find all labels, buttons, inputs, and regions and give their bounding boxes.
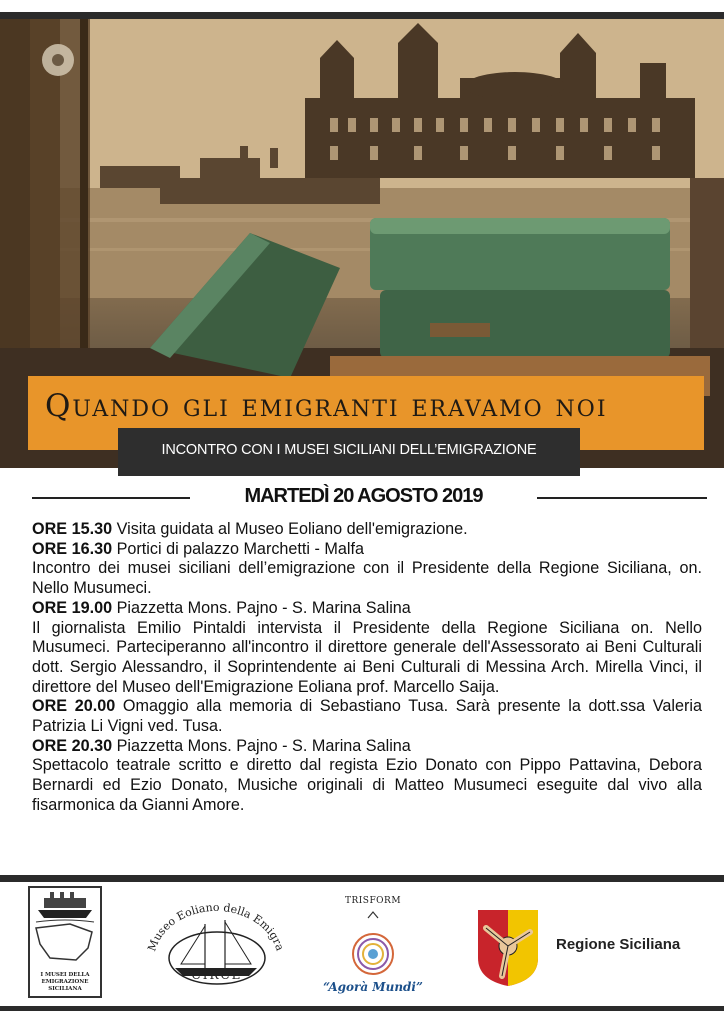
museo-eoliano-logo (145, 890, 285, 990)
regione-siciliana-emblem (476, 908, 540, 988)
program-time: ORE 20.30 (32, 736, 113, 755)
program-text: Visita guidata al Museo Eoliano dell'emigrazione. (112, 520, 468, 538)
page-subtitle: INCONTRO CON I MUSEI SICILIANI DELL’EMIGRAZIONE (161, 442, 537, 458)
sicily-ship-icon (30, 888, 100, 970)
footer-divider (0, 875, 724, 882)
eoliano-arc-text: Museo Eoliano della Emigr (145, 900, 284, 953)
program-item (32, 520, 702, 540)
agora-mundi-logo (318, 896, 428, 996)
program-text: Omaggio alla memoria di Sebastiano Tusa. Sarà presente la dott.ssa Valeria Patrizia Li Vigni ved. Tusa. (32, 697, 702, 736)
svg-text:Museo Eoliano della Emigrazion (145, 890, 285, 953)
program-item (32, 737, 702, 757)
top-divider (0, 12, 724, 19)
program-text: Spettacolo teatrale scritto e diretto dal regista Ezio Donato con Pippo Pattavina, Debora Bernardi ed Ezio Donato, Musiche originali di Matteo Musumeci eseguite dal vivo alla fisarmonica da Gianni Amore. (32, 756, 702, 814)
program-item (32, 599, 702, 619)
program-time: ORE 16.30 (32, 539, 113, 558)
agora-label: “Agorà Mundi” (323, 980, 423, 994)
program-text: Il giornalista Emilio Pintaldi intervista il Presidente della Regione Siciliana on. Nello Musumeci. Parteciperanno all'incontro il direttore generale dell'Assessorato ai Beni Culturali dott. Sergio Alessandro, il Soprintendente ai Beni Culturali di Messina Arch. Mirella Vinci, il direttore del Museo dell'Emigrazione Eoliana prof. Marcello Saija. (32, 618, 702, 696)
musei-line1: I MUSEI DELLA (40, 972, 90, 978)
trinacria-shield-icon (476, 908, 540, 988)
date-rule-right (537, 497, 707, 499)
date-rule-left (32, 497, 190, 499)
circe-label: CIRCE (191, 968, 243, 982)
event-date: MARTEDÌ 20 AGOSTO 2019 (244, 485, 483, 507)
program-text: Portici di palazzo Marchetti - Malfa (112, 539, 364, 558)
trisform-label: TRISFORM (344, 896, 402, 906)
program-item (32, 756, 702, 815)
program-text: Incontro dei musei siciliani dell’emigrazione con il Presidente della Regione Siciliana, on. Nello Musumeci. (32, 559, 702, 598)
musei-emigrazione-logo (28, 886, 102, 998)
program-text: Piazzetta Mons. Pajno - S. Marina Salina (112, 736, 411, 755)
program-list (32, 520, 702, 816)
program-time: ORE 15.30 (32, 520, 113, 538)
regione-siciliana-label: Regione Siciliana (556, 936, 681, 953)
program-time: ORE 19.00 (32, 598, 113, 617)
program-time: ORE 20.00 (32, 697, 116, 716)
musei-label (32, 972, 98, 993)
program-text: Piazzetta Mons. Pajno - S. Marina Salina (112, 598, 411, 617)
globe-icon (318, 906, 428, 986)
program-item (32, 559, 702, 598)
footer-bottom-rule (0, 1006, 724, 1011)
program-item (32, 697, 702, 736)
program-item (32, 619, 702, 698)
page-title: Quando gli emigranti eravamo noi (45, 388, 608, 424)
musei-line2: EMIGRAZIONE SICILIANA (41, 979, 89, 992)
program-item (32, 540, 702, 560)
